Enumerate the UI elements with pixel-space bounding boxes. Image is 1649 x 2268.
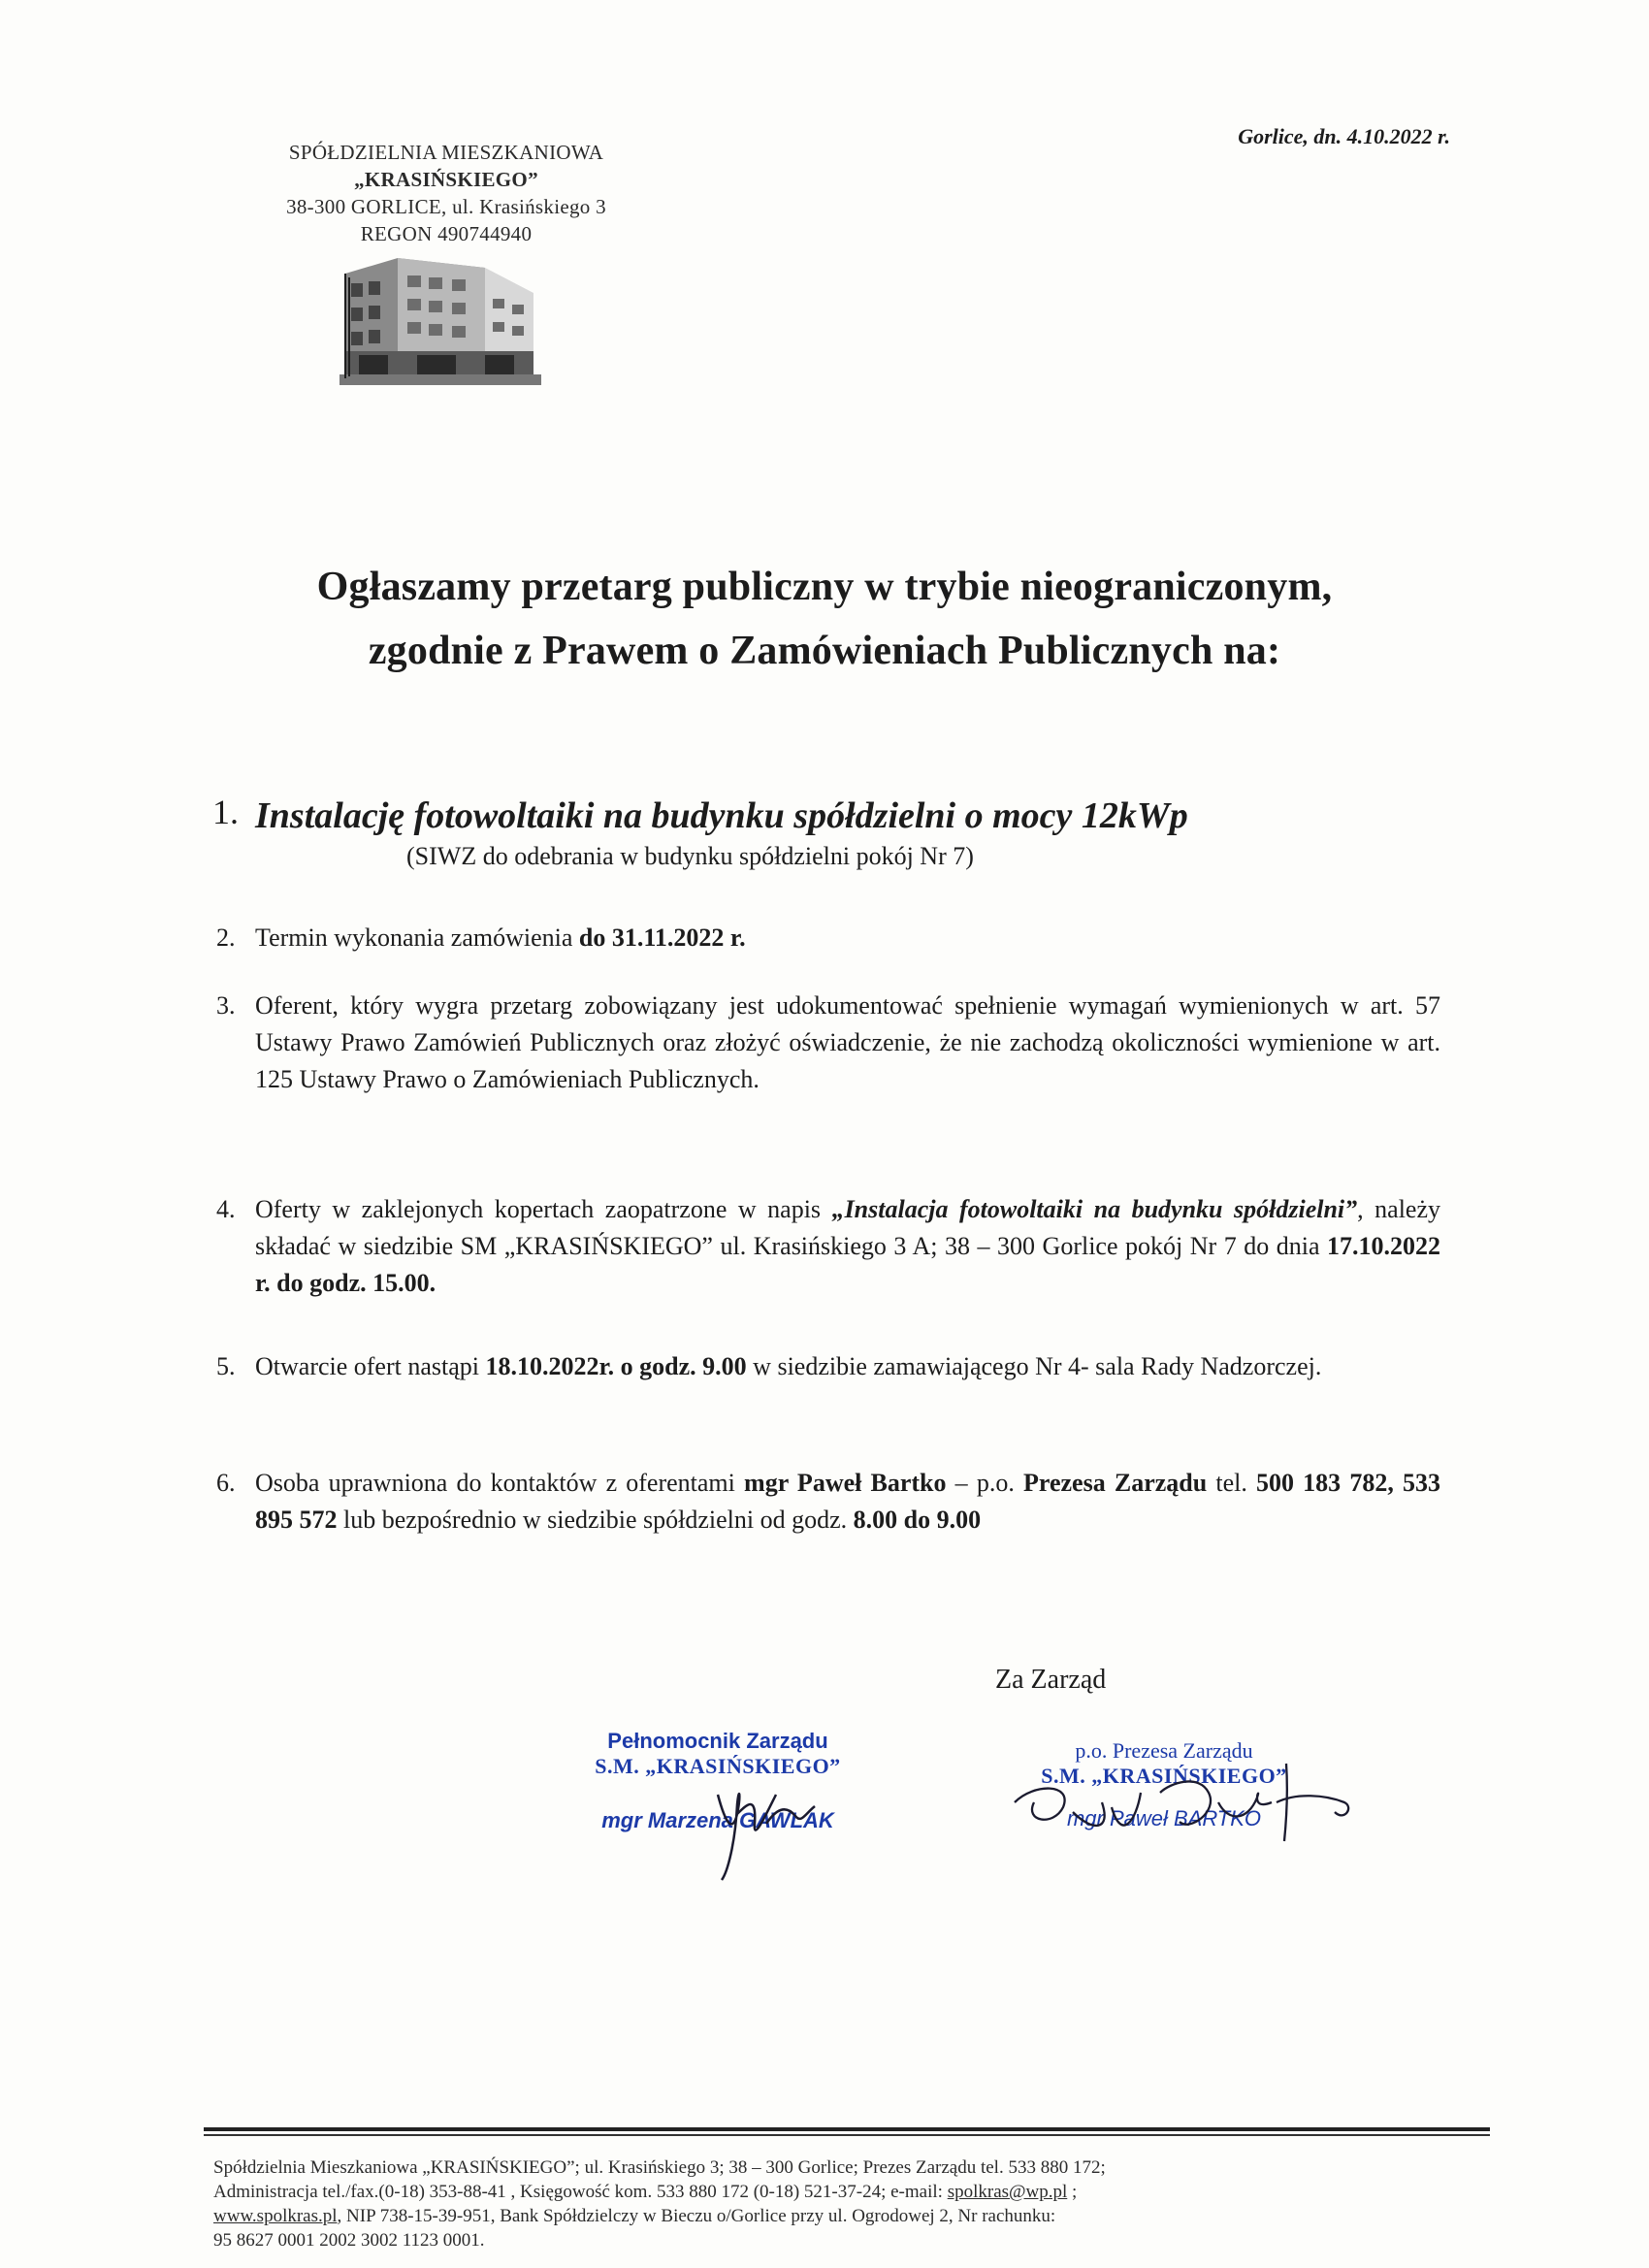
contact-phones: 500 183 782, 533 895 572 xyxy=(255,1469,1440,1534)
contact-hours: 8.00 do 9.00 xyxy=(853,1506,982,1534)
item-text: Osoba uprawniona do kontaktów z oferentami xyxy=(255,1469,745,1497)
list-item xyxy=(216,920,1440,956)
item-text: Oferty w zaklejonych kopertach zaopatrzone w napis xyxy=(255,1195,832,1223)
apartment-building-photo xyxy=(340,254,541,385)
list-item xyxy=(212,792,1440,873)
org-name-quoted: „KRASIŃSKIEGO” xyxy=(354,168,538,191)
item-text: Otwarcie ofert nastąpi xyxy=(255,1352,486,1380)
announcement-title xyxy=(97,555,1552,683)
list-item xyxy=(216,1348,1440,1385)
item-number: 3. xyxy=(216,991,236,1020)
item-text: Termin wykonania zamówienia xyxy=(255,923,579,952)
item-number: 5. xyxy=(216,1352,236,1380)
deadline-date: do 31.11.2022 r. xyxy=(578,923,746,952)
item-text: – p.o. xyxy=(946,1469,1023,1497)
title-line-1: Ogłaszamy przetarg publiczny w trybie nieograniczonym, xyxy=(316,565,1333,609)
footer-contact xyxy=(213,2155,1397,2252)
item-number: 6. xyxy=(216,1469,236,1497)
item-number: 4. xyxy=(216,1195,236,1223)
item-number: 2. xyxy=(216,923,236,952)
footer-line: Spółdzielnia Mieszkaniowa „KRASIŃSKIEGO”; ul. Krasińskiego 3; 38 – 300 Gorlice; Prezes Zarządu tel. 533 880 172; xyxy=(213,2157,1106,2178)
stamp-name: mgr Marzena GAWLAK xyxy=(601,1808,834,1832)
footer-rule xyxy=(204,2127,1490,2131)
stamp-org: S.M. „KRASIŃSKIEGO” xyxy=(1041,1764,1287,1788)
item-text: , należy składać w siedzibie SM „KRASIŃSKIEGO” ul. Krasińskiego 3 A; 38 – 300 Gorlice pokój Nr 7 do dnia xyxy=(255,1195,1440,1260)
footer-rule xyxy=(204,2134,1490,2136)
item-subject: Instalację fotowoltaiki na budynku spółdzielni o mocy 12kWp xyxy=(255,795,1188,836)
handwritten-signature-left xyxy=(679,1756,834,1882)
stamp-name: mgr Paweł BARTKO xyxy=(1066,1806,1262,1831)
stamp-role: Pełnomocnik Zarządu xyxy=(607,1729,828,1753)
item-text: lub bezpośrednio w siedzibie spółdzielni od godz. xyxy=(337,1506,854,1534)
opening-date: 18.10.2022r. o godz. 9.00 xyxy=(485,1352,747,1380)
item-text: Oferent, który wygra przetarg zobowiązany jest udokumentować spełnienie wymagań wymienionych w art. 57 Ustawy Prawo Zamówień Publicznych oraz złożyć oświadczenie, że nie zachodzą okoliczności wymienione w art. 125 Ustawy Prawo o Zamówieniach Publicznych. xyxy=(255,991,1440,1093)
website-link[interactable]: www.spolkras.pl xyxy=(213,2206,338,2226)
submission-deadline: 17.10.2022 r. do godz. 15.00. xyxy=(255,1232,1440,1297)
footer-line: 95 8627 0001 2002 3002 1123 0001. xyxy=(213,2230,485,2251)
contact-person: mgr Paweł Bartko xyxy=(744,1469,947,1497)
list-item xyxy=(216,1191,1440,1302)
stamp-org: S.M. „KRASIŃSKIEGO” xyxy=(595,1754,841,1778)
handwritten-signature-right xyxy=(1005,1754,1374,1861)
email-link[interactable]: spolkras@wp.pl xyxy=(947,2182,1068,2202)
title-line-2: zgodnie z Prawem o Zamówieniach Publicznych na: xyxy=(368,629,1281,673)
list-item xyxy=(216,988,1440,1098)
envelope-label: „Instalacja fotowoltaiki na budynku spółdzielni” xyxy=(831,1195,1358,1223)
item-text: w siedzibie zamawiającego Nr 4- sala Rady Nadzorczej. xyxy=(746,1352,1322,1380)
document-date: Gorlice, dn. 4.10.2022 r. xyxy=(1238,124,1450,148)
footer-text: , NIP 738-15-39-951, Bank Spółdzielczy w Bieczu o/Gorlice przy ul. Ogrodowej 2, Nr rachunku: xyxy=(337,2206,1056,2226)
stamp-role: p.o. Prezesa Zarządu xyxy=(1075,1738,1253,1763)
list-item xyxy=(216,1465,1440,1539)
organization-header xyxy=(242,139,650,247)
signature-heading: Za Zarząd xyxy=(995,1665,1107,1695)
footer-text: Administracja tel./fax.(0-18) 353-88-41 , Księgowość kom. 533 880 172 (0-18) 521-37-24; e-mail: xyxy=(213,2182,948,2202)
item-text: tel. xyxy=(1207,1469,1257,1497)
org-address: 38-300 GORLICE, ul. Krasińskiego 3 xyxy=(286,195,606,218)
contact-role: Prezesa Zarządu xyxy=(1023,1469,1208,1497)
org-regon: REGON 490744940 xyxy=(360,222,533,245)
footer-line xyxy=(213,2180,1397,2204)
org-name-line: SPÓŁDZIELNIA MIESZKANIOWA xyxy=(288,141,604,164)
footer-line xyxy=(213,2204,1397,2228)
item-note: (SIWZ do odebrania w budynku spółdzielni pokój Nr 7) xyxy=(406,842,974,870)
item-number: 1. xyxy=(212,793,239,831)
footer-text: ; xyxy=(1067,2182,1078,2202)
